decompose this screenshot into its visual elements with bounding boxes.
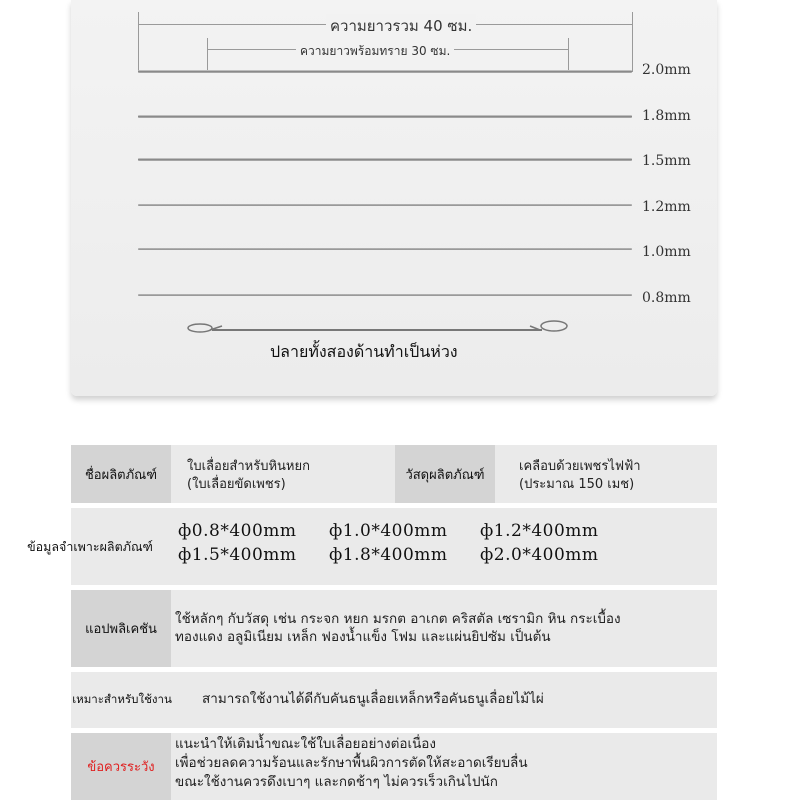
spec-item: ф1.2*400mm — [480, 521, 599, 541]
application-value — [175, 610, 621, 667]
product-name-line2: (ใบเลื่อยขัดเพชร) — [187, 477, 286, 492]
spec-table — [27, 445, 717, 800]
product-name-header: ชื่อผลิตภัณฑ์ — [71, 445, 171, 503]
suitable-header: เหมาะสำหรับใช้งาน — [72, 692, 172, 706]
caution-line2: เพื่อช่วยลดความร้อนและรักษาพื้นผิวการตัดให้สะอาดเรียบลื่น — [175, 755, 528, 771]
sand-tick-left — [207, 38, 208, 70]
row-caution — [71, 733, 717, 800]
material-value — [519, 458, 641, 503]
suitable-value: สามารถใช้งานได้ดีกับคันธนูเลื่อยเหล็กหรือคันธนูเลื่อยไม้ไผ่ — [202, 691, 544, 707]
product-name-line1: ใบเลื่อยสำหรับหินหยก — [187, 459, 310, 474]
loop-caption: ปลายทั้งสองด้านทำเป็นห่วง — [270, 342, 458, 361]
wire-1-2mm — [138, 204, 632, 206]
product-name-value — [187, 458, 310, 503]
caution-line1: แนะนำให้เติมน้ำขณะใช้ใบเลื่อยอย่างต่อเนื่อง — [175, 736, 437, 752]
material-header: วัสดุผลิตภัณฑ์ — [395, 445, 495, 503]
wire-size-label: 1.2mm — [642, 199, 691, 215]
wire-1-5mm — [138, 158, 632, 161]
material-line1: เคลือบด้วยเพชรไฟฟ้า — [519, 459, 641, 474]
spec-item: ф2.0*400mm — [480, 545, 599, 565]
caution-header: ข้อควรระวัง — [71, 733, 171, 800]
spec-item: ф1.5*400mm — [178, 545, 297, 565]
wire-size-label: 0.8mm — [642, 290, 691, 306]
caution-value — [175, 735, 528, 800]
material-line2: (ประมาณ 150 เมช) — [519, 477, 635, 492]
wire-0-8mm — [138, 294, 632, 296]
dimension-tick-right — [632, 12, 633, 72]
total-length-label: ความยาวรวม 40 ซม. — [326, 14, 476, 38]
sand-tick-right — [568, 38, 569, 70]
application-line2: ทองแดง อลูมิเนียม เหล็ก ฟองน้ำแข็ง โฟม และแผ่นยิปซัม เป็นต้น — [175, 629, 551, 645]
spec-item: ф1.8*400mm — [329, 545, 448, 565]
wire-size-label: 1.8mm — [642, 108, 691, 124]
row-application — [71, 590, 717, 667]
wire-2-0mm — [138, 70, 632, 73]
sand-length-label: ความยาวพร้อมทราย 30 ซม. — [296, 42, 454, 61]
row-specifications — [27, 508, 717, 585]
row-suitable — [71, 672, 717, 728]
dimension-tick-left — [138, 12, 139, 72]
wire-size-label: 1.5mm — [642, 153, 691, 169]
application-line1: ใช้หลักๆ กับวัสดุ เช่น กระจก หยก มรกต อาเกต คริสตัล เซรามิก หิน กระเบื้อง — [175, 611, 621, 627]
spec-item: ф0.8*400mm — [178, 521, 297, 541]
wire-1-0mm — [138, 248, 632, 250]
application-header: แอปพลิเคชัน — [71, 590, 171, 667]
wire-size-label: 1.0mm — [642, 244, 691, 260]
row-product-name — [71, 445, 717, 503]
wire-size-label: 2.0mm — [642, 62, 691, 78]
wire-1-8mm — [138, 115, 632, 118]
spec-header: ข้อมูลจำเพาะผลิตภัณฑ์ — [27, 538, 153, 554]
spec-item: ф1.0*400mm — [329, 521, 448, 541]
caution-line3: ขณะใช้งานควรดึงเบาๆ และกดช้าๆ ไม่ควรเร็วเกินไปนัก — [175, 774, 498, 790]
